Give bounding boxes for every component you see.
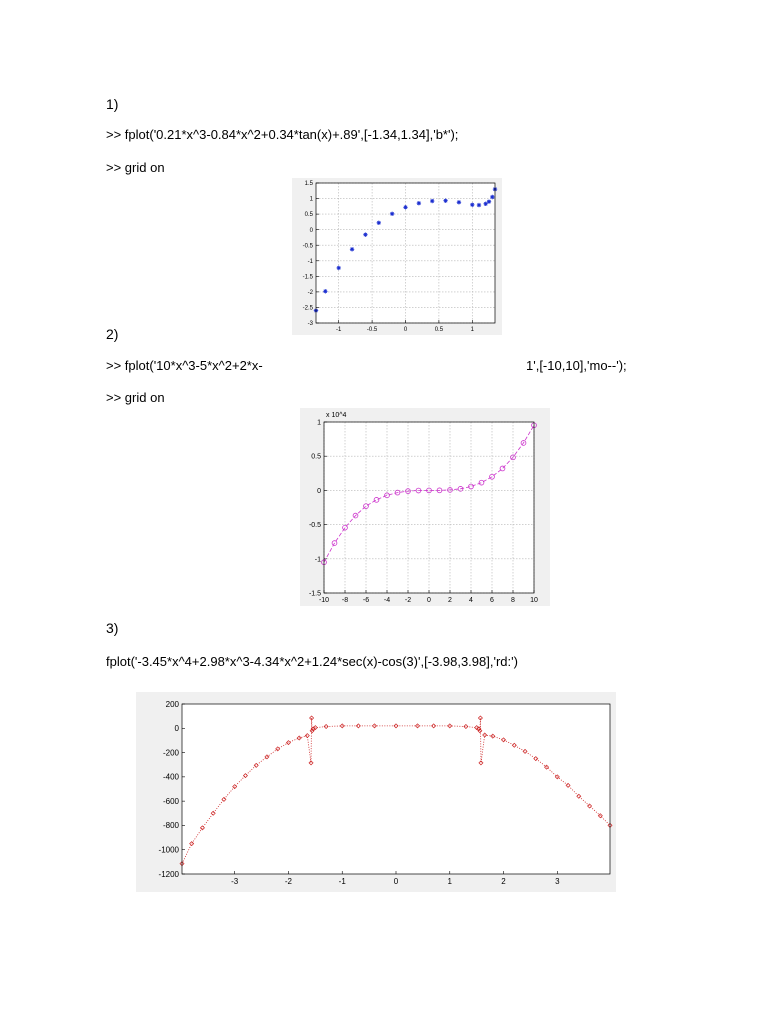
chart-1-x-tick-label-1: -0.5	[366, 327, 378, 333]
chart-2-y-tick-label-0: 1	[317, 419, 321, 427]
chart-3-y-tick-label-1: 0	[174, 724, 179, 734]
chart-3-x-tick-label-2: -1	[338, 877, 346, 886]
chart-2-y-tick-label-3: -0.5	[308, 522, 321, 530]
section-2-command-end: 1',[-10,10],'mo--');	[526, 358, 627, 373]
chart-1-point-16	[490, 195, 494, 199]
chart-1-point-5	[377, 221, 381, 225]
chart-2-x-tick-label-4: -2	[404, 597, 412, 604]
chart-1-point-2	[337, 266, 341, 270]
chart-1-y-tick-label-8: -2.5	[302, 305, 313, 312]
chart-1-x-tick-label-2: 0	[403, 327, 408, 333]
chart-2-x-tick-label-2: -6	[362, 597, 370, 604]
section-2-command-start: >> fplot('10*x^3-5*x^2+2*x-	[106, 358, 263, 373]
chart-2-y-tick-label-5: -1.5	[308, 590, 321, 598]
chart-1-y-tick-label-6: -1.5	[302, 274, 313, 281]
chart-3-y-tick-label-7: -1200	[158, 869, 179, 879]
section-3-command: fplot('-3.45*x^4+2.98*x^3-4.34*x^2+1.24*sec(x)-cos(3)',[-3.98,3.98],'rd:')	[106, 654, 518, 669]
chart-2-x-tick-label-3: -4	[383, 597, 391, 604]
chart-1-y-tick-label-3: 0	[309, 227, 313, 234]
chart-2-x-tick-label-0: -10	[318, 597, 330, 604]
chart-1-point-12	[470, 203, 474, 207]
chart-2-exponent-label: x 10^4	[326, 412, 347, 419]
chart-1-y-tick-label-1: 1	[309, 196, 313, 203]
chart-3	[136, 692, 616, 892]
chart-2	[300, 408, 550, 606]
chart-3-x-tick-label-4: 1	[447, 877, 452, 886]
section-1-command: >> fplot('0.21*x^3-0.84*x^2+0.34*tan(x)+.89',[-1.34,1.34],'b*');	[106, 127, 459, 142]
chart-1-point-9	[430, 199, 434, 203]
chart-3-y-tick-label-4: -600	[162, 796, 179, 806]
chart-1-y-tick-label-4: -0.5	[302, 243, 313, 250]
chart-1-y-tick-label-7: -2	[307, 289, 313, 296]
chart-1-y-tick-label-5: -1	[307, 258, 313, 265]
chart-3-x-tick-label-3: 0	[393, 877, 399, 886]
chart-1-x-tick-label-3: 0.5	[434, 327, 444, 333]
section-1-grid-command: >> grid on	[106, 160, 165, 175]
chart-3-plot-area	[182, 704, 610, 874]
chart-3-x-tick-label-1: -2	[284, 877, 293, 886]
section-1-number: 1)	[106, 96, 119, 112]
chart-3-y-tick-label-3: -400	[162, 772, 179, 782]
chart-2-y-tick-label-2: 0	[317, 487, 321, 495]
section-3-number: 3)	[106, 620, 119, 636]
chart-2-x-tick-label-1: -8	[341, 597, 349, 604]
chart-2-x-tick-label-10: 10	[530, 597, 538, 604]
chart-3-y-tick-label-0: 200	[165, 699, 179, 709]
section-2-number: 2)	[106, 326, 119, 342]
chart-1-y-tick-label-0: 1.5	[304, 181, 313, 188]
chart-3-x-tick-label-5: 2	[501, 877, 506, 886]
chart-2-x-tick-label-5: 0	[427, 597, 431, 604]
chart-2-x-tick-label-6: 2	[448, 597, 452, 604]
chart-1-y-tick-label-2: 0.5	[304, 212, 313, 219]
chart-2-x-tick-label-7: 4	[469, 597, 473, 604]
chart-3-x-tick-label-0: -3	[231, 877, 239, 886]
section-2-grid-command: >> grid on	[106, 390, 165, 405]
chart-1-point-15	[487, 199, 491, 203]
chart-1-y-tick-label-9: -3	[307, 321, 313, 328]
chart-2-y-tick-label-1: 0.5	[311, 453, 321, 461]
chart-2-x-tick-label-9: 8	[511, 597, 515, 604]
chart-3-y-tick-label-6: -1000	[158, 845, 179, 855]
chart-1-x-tick-label-4: 1	[470, 327, 474, 333]
chart-1	[292, 178, 502, 335]
chart-1-x-tick-label-0: -1	[336, 327, 342, 333]
chart-2-y-tick-label-4: -1	[314, 556, 321, 564]
chart-3-x-tick-label-6: 3	[555, 877, 560, 886]
chart-3-y-tick-label-2: -200	[162, 748, 179, 758]
chart-3-y-tick-label-5: -800	[162, 821, 179, 831]
chart-2-x-tick-label-8: 6	[490, 597, 494, 604]
